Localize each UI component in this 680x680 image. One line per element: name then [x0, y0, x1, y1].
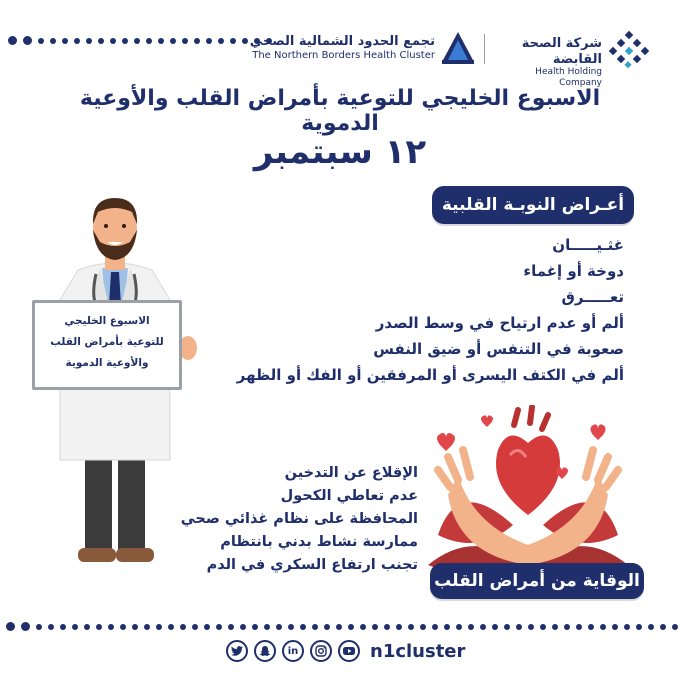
- prevention-list: [181, 462, 418, 577]
- sign-line-2: للتوعية بأمراض القلب: [50, 336, 164, 348]
- list-item: المحافظة على نظام غذائي صحي: [180, 511, 418, 527]
- list-item: ممارسة نشاط بدني بانتظام: [220, 534, 418, 550]
- company-name-english: Health Holding Company: [535, 67, 602, 88]
- prevention-heading: الوقاية من أمراض القلب: [430, 563, 644, 599]
- cluster-logo-text: [240, 34, 435, 62]
- youtube-icon[interactable]: [338, 640, 360, 662]
- decorative-dots-bottom: [6, 622, 680, 631]
- symptoms-list: [237, 232, 624, 388]
- list-item: صعوبة في التنفس أو ضيق النفس: [373, 340, 624, 358]
- snapchat-icon[interactable]: [254, 640, 276, 662]
- twitter-icon[interactable]: [226, 640, 248, 662]
- sign-line-1: الاسبوع الخليجي: [64, 315, 150, 327]
- instagram-icon[interactable]: [310, 640, 332, 662]
- list-item: تعـــــرق: [561, 288, 624, 306]
- list-item: ألم في الكتف اليسرى أو المرفقين أو الفك أو الظهر: [236, 366, 624, 384]
- event-date: ١٢ سبتمبر: [253, 132, 427, 172]
- company-name-arabic: شركة الصحة القابضة: [521, 36, 602, 67]
- awareness-sign: [32, 300, 182, 390]
- social-footer: [226, 640, 465, 662]
- cluster-name-arabic: تجمع الحدود الشمالية الصحي: [249, 34, 435, 49]
- list-item: الإقلاع عن التدخين: [284, 465, 418, 481]
- company-logo-text: [490, 36, 602, 89]
- heart-in-hands-illustration: [418, 405, 638, 580]
- page-title: الاسبوع الخليجي للتوعية بأمراض القلب والأوعية الدموية: [79, 86, 601, 136]
- social-handle[interactable]: n1cluster: [370, 640, 466, 662]
- list-item: ألم أو عدم ارتياح في وسط الصدر: [375, 314, 624, 332]
- logo-divider: [484, 34, 485, 64]
- decorative-dots-top: [8, 36, 272, 45]
- cluster-logo-icon: [438, 30, 478, 66]
- symptoms-heading: أعـراض النوبـة القلبية: [432, 186, 634, 224]
- list-item: عدم تعاطي الكحول: [280, 488, 418, 504]
- company-logo-icon: [608, 30, 652, 70]
- list-item: غثـيـــــان: [552, 236, 624, 254]
- linkedin-icon[interactable]: in: [282, 640, 304, 662]
- list-item: تجنب ارتفاع السكري في الدم: [206, 557, 418, 573]
- cluster-name-english: The Northern Borders Health Cluster: [252, 49, 435, 61]
- sign-line-3: والأوعية الدموية: [65, 357, 149, 369]
- list-item: دوخة أو إغماء: [523, 262, 624, 280]
